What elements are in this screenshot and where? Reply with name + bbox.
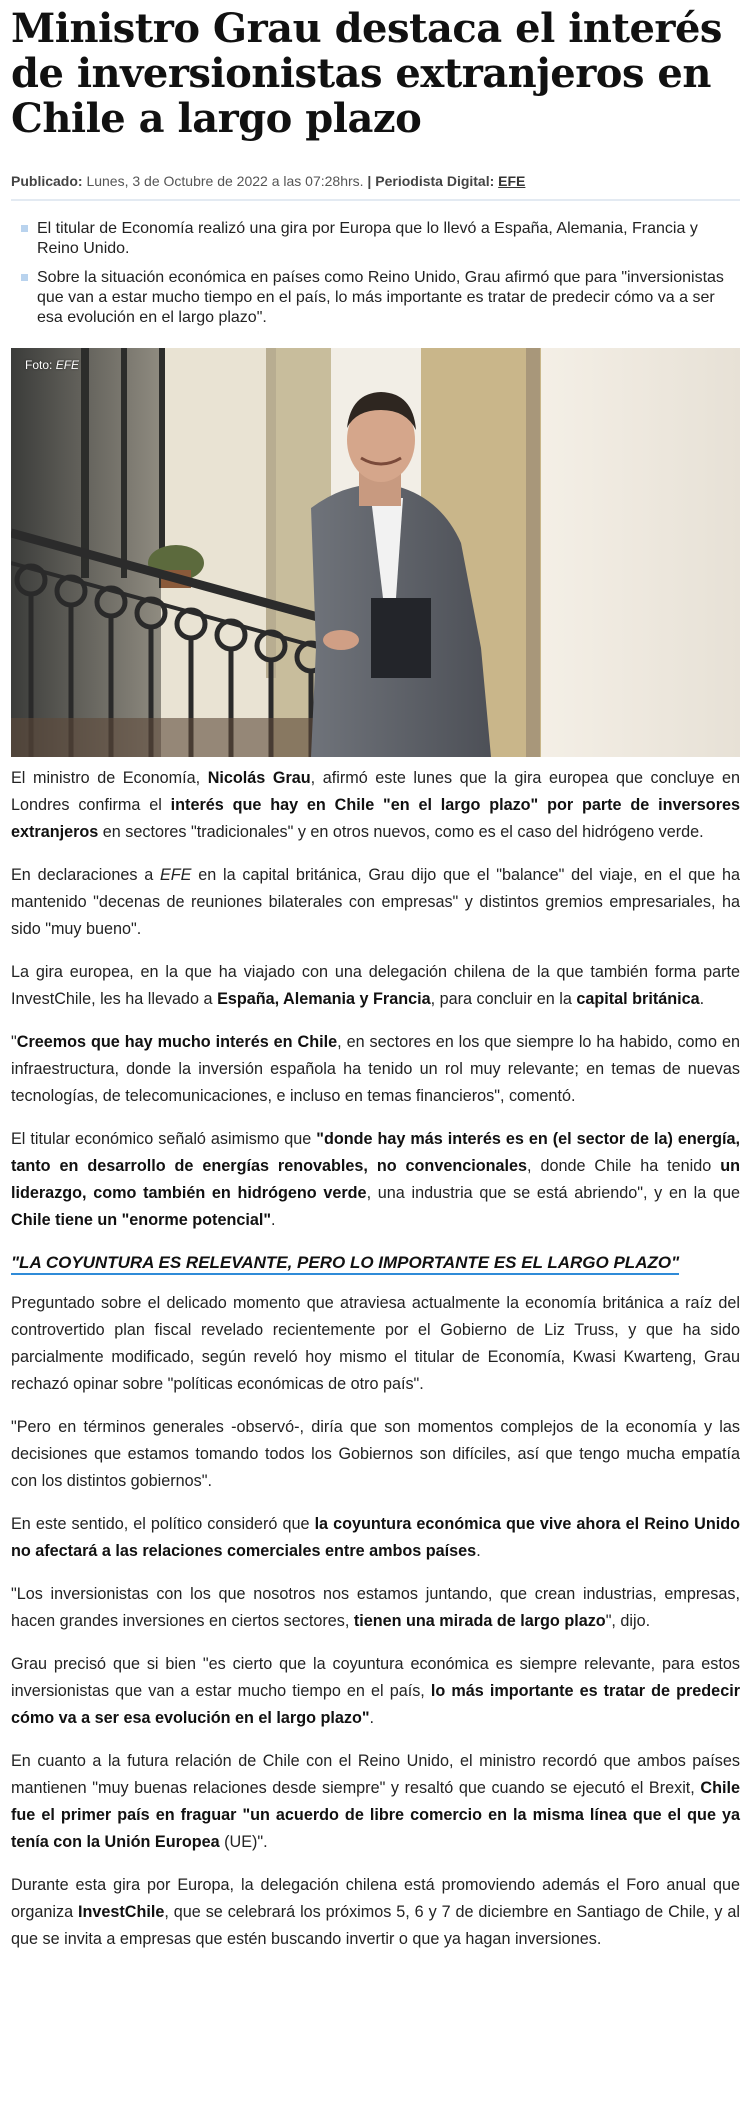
summary-bullet: Sobre la situación económica en países como Reino Unido, Grau afirmó que para "inversionistas que van a estar mucho tiempo en el país, lo más importante es tratar de predecir cómo va a ser esa evolución en el largo plazo". <box>21 268 740 328</box>
photo-credit-source: EFE <box>55 358 80 372</box>
photo-illustration <box>11 348 740 757</box>
article-photo <box>11 348 740 757</box>
summary-bullet: El titular de Economía realizó una gira por Europa que lo llevó a España, Alemania, Francia y Reino Unido. <box>21 219 740 259</box>
article-paragraph: El ministro de Economía, Nicolás Grau, afirmó este lunes que la gira europea que concluye en Londres confirma el interés que hay en Chile "en el largo plazo" por parte de inversores extranjeros en sectores "tradicionales" y en otros nuevos, como es el caso del hidrógeno verde. <box>11 769 740 841</box>
byline <box>11 173 740 201</box>
photo-credit-label: Foto: <box>25 358 53 372</box>
author-link[interactable]: EFE <box>498 173 526 189</box>
article-paragraph: La gira europea, en la que ha viajado con una delegación chilena de la que también forma parte InvestChile, les ha llevado a España, Alemania y Francia, para concluir en la capital británica. <box>11 963 740 1008</box>
article-paragraph: Preguntado sobre el delicado momento que atraviesa actualmente la economía británica a raíz del controvertido plan fiscal revelado recientemente por el Gobierno de Liz Truss, y que ha sido parcialmente modificado, según reveló hoy mismo el titular de Economía, Kwasi Kwarteng, Grau rechazó opinar sobre "políticas económicas de otro país". <box>11 1294 740 1393</box>
article-page <box>0 6 751 1953</box>
article-body <box>11 765 740 1953</box>
publish-date: Lunes, 3 de Octubre de 2022 a las 07:28hrs. <box>86 173 364 189</box>
section-subheading: "LA COYUNTURA ES RELEVANTE, PERO LO IMPORTANTE ES EL LARGO PLAZO" <box>11 1250 740 1276</box>
byline-separator: | <box>363 173 376 189</box>
photo-credit <box>25 358 79 372</box>
summary-bullets <box>11 219 740 328</box>
article-paragraph: Durante esta gira por Europa, la delegación chilena está promoviendo además el Foro anual que organiza InvestChile, que se celebrará los próximos 5, 6 y 7 de diciembre en Santiago de Chile, y al que se invita a empresas que estén buscando invertir o que ya hagan inversiones. <box>11 1876 740 1948</box>
article-paragraph: Grau precisó que si bien "es cierto que la coyuntura económica es siempre relevante, para estos inversionistas que van a estar mucho tiempo en el país, lo más importante es tratar de predecir cómo va a ser esa evolución en el largo plazo". <box>11 1655 740 1727</box>
published-label: Publicado: <box>11 173 83 189</box>
article-paragraph: El titular económico señaló asimismo que "donde hay más interés es en (el sector de la) energía, tanto en desarrollo de energías renovables, no convencionales, donde Chile ha tenido un liderazgo, como también en hidrógeno verde, una industria que se está abriendo", y en la que Chile tiene un "enorme potencial". <box>11 1130 741 1229</box>
author-label: Periodista Digital: <box>375 173 495 189</box>
article-paragraph: En declaraciones a EFE en la capital británica, Grau dijo que el "balance" del viaje, en el que ha mantenido "decenas de reuniones bilaterales con empresas" y distintos gremios empresariales, ha sido "muy bueno". <box>11 866 740 938</box>
article-paragraph: En este sentido, el político consideró que la coyuntura económica que vive ahora el Reino Unido no afectará a las relaciones comerciales entre ambos países. <box>11 1515 740 1560</box>
article-paragraph: En cuanto a la futura relación de Chile con el Reino Unido, el ministro recordó que ambos países mantienen "muy buenas relaciones desde siempre" y resaltó que cuando se ejecutó el Brexit, Chile fue el primer país en fraguar "un acuerdo de libre comercio en la misma línea que el que ya tenía con la Unión Europea (UE)". <box>11 1752 740 1851</box>
article-paragraph: "Creemos que hay mucho interés en Chile, en sectores en los que siempre lo ha habido, como en infraestructura, donde la inversión española ha tenido un rol muy relevante; en temas de nuevas tecnologías, de telecomunicaciones, e incluso en temas financieros", comentó. <box>11 1033 740 1105</box>
article-paragraph: "Los inversionistas con los que nosotros nos estamos juntando, que crean industrias, empresas, hacen grandes inversiones en ciertos sectores, tienen una mirada de largo plazo", dijo. <box>11 1585 740 1630</box>
article-title: Ministro Grau destaca el interés de inversionistas extranjeros en Chile a largo plazo <box>11 5 722 142</box>
article-paragraph: "Pero en términos generales -observó-, diría que son momentos complejos de la economía y las decisiones que estamos tomando todos los Gobiernos son difíciles, así que tengo mucha empatía con los distintos gobiernos". <box>11 1418 740 1490</box>
